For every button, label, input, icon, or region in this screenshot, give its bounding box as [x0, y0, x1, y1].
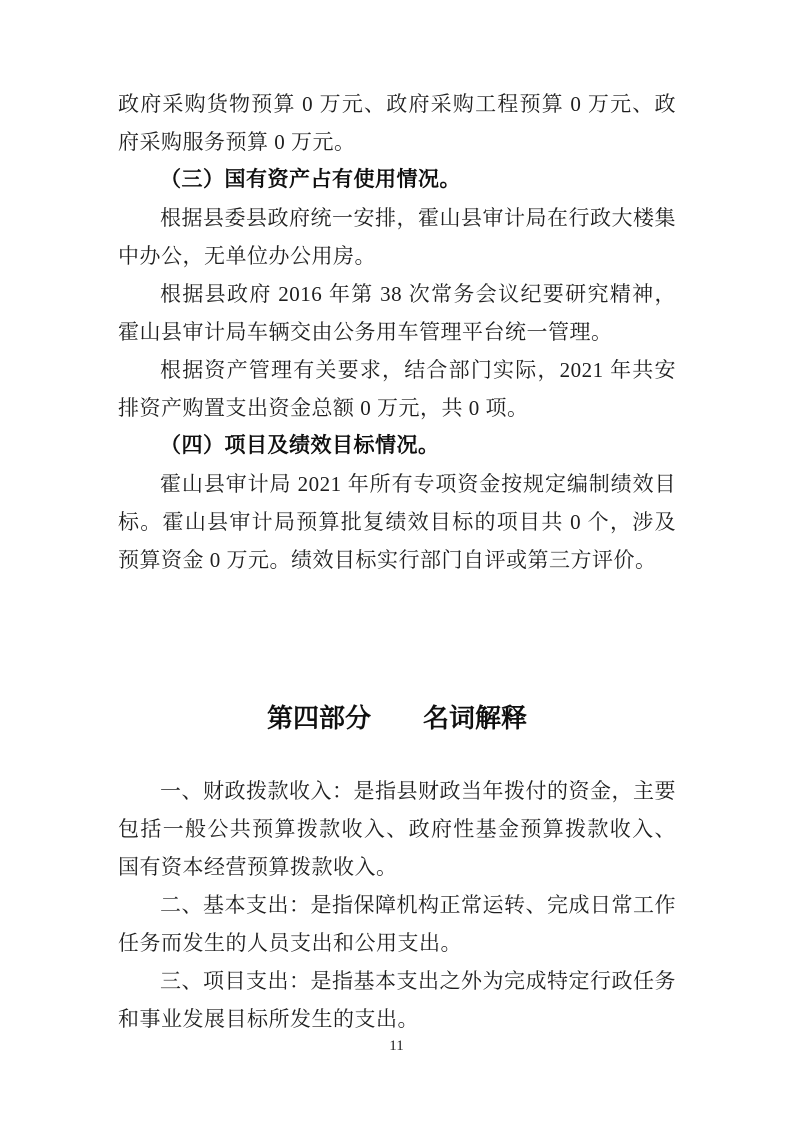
heading-section-3-state-assets: （三）国有资产占有使用情况。: [160, 168, 461, 191]
paragraph-procurement-budget: 政府采购货物预算 0 万元、政府采购工程预算 0 万元、政府采购服务预算 0 万元。: [118, 92, 676, 154]
glossary-section: [118, 772, 676, 1038]
paragraph-office-usage: 根据县委县政府统一安排，霍山县审计局在行政大楼集中办公，无单位办公用房。: [118, 206, 676, 268]
paragraph-vehicle-management: 根据县政府 2016 年第 38 次常务会议纪要研究精神，霍山县审计局车辆交由公务用车管理平台统一管理。: [118, 282, 676, 344]
glossary-term-basic-expenditure: 二、基本支出：是指保障机构正常运转、完成日常工作任务而发生的人员支出和公用支出。: [118, 893, 676, 955]
part-4-title: 第四部分 名词解释: [266, 703, 527, 733]
paragraph-asset-purchase: 根据资产管理有关要求，结合部门实际，2021 年共安排资产购置支出资金总额 0 万元，共 0 项。: [118, 358, 676, 420]
page-number: 11: [389, 1038, 404, 1054]
heading-section-4-performance-goals: （四）项目及绩效目标情况。: [160, 434, 440, 457]
paragraph-performance-goals: 霍山县审计局 2021 年所有专项资金按规定编制绩效目标。霍山县审计局预算批复绩效目标的项目共 0 个，涉及预算资金 0 万元。绩效目标实行部门自评或第三方评价。: [118, 472, 676, 572]
glossary-term-fiscal-appropriation-income: 一、财政拨款收入：是指县财政当年拨付的资金，主要包括一般公共预算拨款收入、政府性基金预算拨款收入、国有资本经营预算拨款收入。: [118, 779, 676, 879]
glossary-term-project-expenditure: 三、项目支出：是指基本支出之外为完成特定行政任务和事业发展目标所发生的支出。: [118, 969, 676, 1031]
